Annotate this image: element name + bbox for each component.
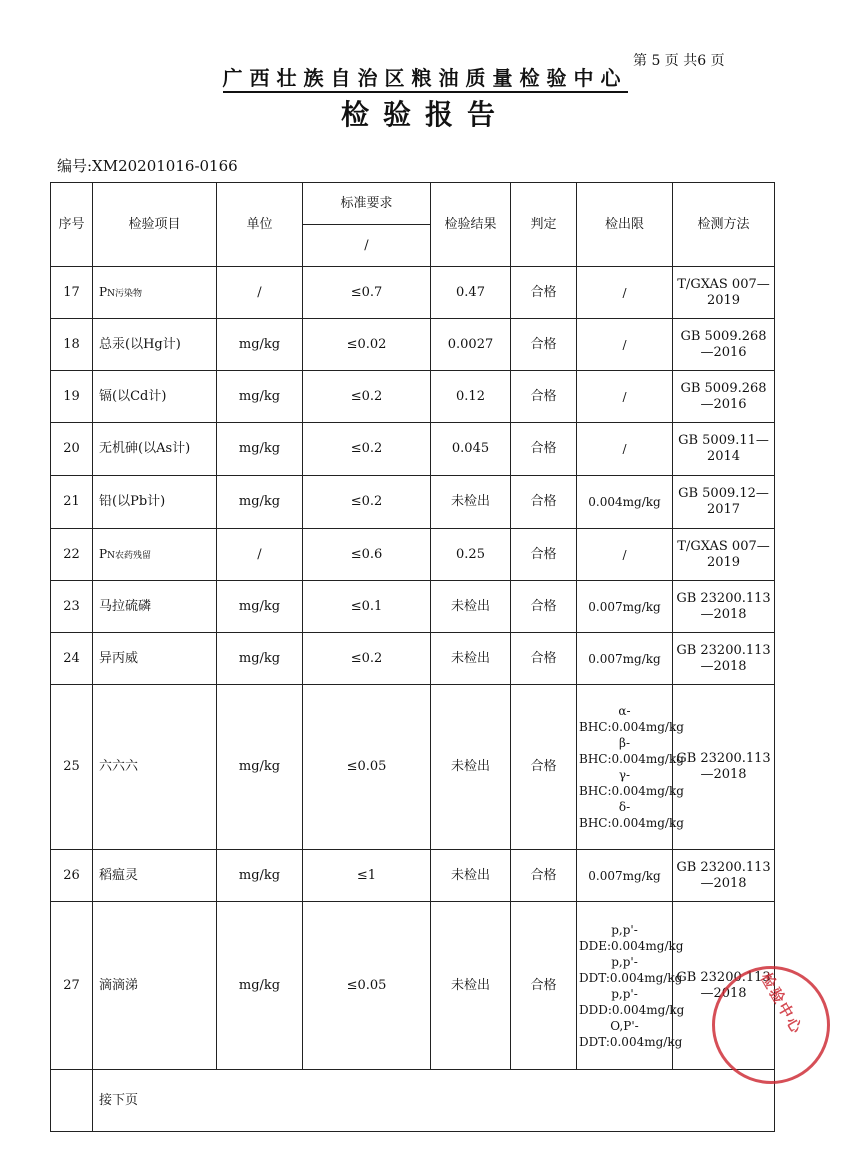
- cell-seq: 23: [51, 581, 93, 633]
- table-row: [51, 685, 775, 850]
- cell-seq: 20: [51, 423, 93, 476]
- organization-name-text: 广西壮族自治区粮油质量检验中心: [223, 66, 628, 93]
- footer-blank-cell: [51, 1070, 93, 1132]
- cell-standard: ≤0.7: [303, 267, 431, 319]
- cell-result: 0.47: [431, 267, 511, 319]
- cell-method: GB 5009.12—2017: [673, 476, 775, 529]
- cell-limit: /: [577, 529, 673, 581]
- cell-judgement: 合格: [511, 685, 577, 850]
- cell-unit: /: [217, 529, 303, 581]
- table-row: [51, 476, 775, 529]
- cell-unit: mg/kg: [217, 319, 303, 371]
- header-seq: 序号: [51, 183, 93, 267]
- cell-method: GB 23200.113—2018: [673, 581, 775, 633]
- cell-judgement: 合格: [511, 476, 577, 529]
- table-row: [51, 902, 775, 1070]
- cell-judgement: 合格: [511, 850, 577, 902]
- cell-limit: 0.007mg/kg: [577, 850, 673, 902]
- cell-result: 未检出: [431, 633, 511, 685]
- cell-item: 马拉硫磷: [93, 581, 217, 633]
- table-footer-row: [51, 1070, 775, 1132]
- header-standard-sub: /: [303, 225, 431, 267]
- header-unit: 单位: [217, 183, 303, 267]
- cell-item: [93, 267, 217, 319]
- cell-method: GB 5009.268—2016: [673, 371, 775, 423]
- item-subscript: N农药残留: [107, 550, 151, 561]
- cell-standard: ≤1: [303, 850, 431, 902]
- cell-item: 镉(以Cd计): [93, 371, 217, 423]
- cell-limit: /: [577, 267, 673, 319]
- limit-line: DDT:0.004mg/kg: [579, 1034, 683, 1049]
- limit-line: β-: [619, 736, 630, 750]
- cell-limit: 0.007mg/kg: [577, 581, 673, 633]
- limit-line: DDD:0.004mg/kg: [579, 1002, 685, 1017]
- cell-unit: mg/kg: [217, 371, 303, 423]
- cell-judgement: 合格: [511, 581, 577, 633]
- header-judgement: 判定: [511, 183, 577, 267]
- page-indicator: 第 5 页 共6 页: [633, 53, 725, 69]
- cell-limit: [577, 685, 684, 850]
- cell-method: GB 5009.11—2014: [673, 423, 775, 476]
- cell-item: 六六六: [93, 685, 217, 850]
- table-row: [51, 267, 775, 319]
- cell-standard: ≤0.05: [303, 902, 431, 1070]
- cell-result: 0.045: [431, 423, 511, 476]
- cell-result: 未检出: [431, 902, 511, 1070]
- table-row: [51, 319, 775, 371]
- cell-result: 未检出: [431, 850, 511, 902]
- cell-seq: 18: [51, 319, 93, 371]
- cell-standard: ≤0.2: [303, 476, 431, 529]
- cell-judgement: 合格: [511, 267, 577, 319]
- cell-method: GB 23200.113—2018: [673, 685, 775, 850]
- cell-seq: 26: [51, 850, 93, 902]
- cell-result: 未检出: [431, 685, 511, 850]
- cell-method: T/GXAS 007—2019: [673, 267, 775, 319]
- limit-line: BHC:0.004mg/kg: [579, 784, 684, 798]
- limit-line: BHC:0.004mg/kg: [579, 752, 684, 766]
- cell-judgement: 合格: [511, 529, 577, 581]
- cell-limit: /: [577, 371, 673, 423]
- limit-line: O,P'-: [610, 1018, 639, 1033]
- cell-unit: mg/kg: [217, 476, 303, 529]
- table-row: [51, 581, 775, 633]
- cell-result: 未检出: [431, 581, 511, 633]
- cell-seq: 17: [51, 267, 93, 319]
- header-standard: 标准要求: [303, 183, 431, 225]
- table-row: [51, 423, 775, 476]
- cell-method: GB 23200.113—2018: [673, 633, 775, 685]
- cell-result: 0.25: [431, 529, 511, 581]
- cell-seq: 24: [51, 633, 93, 685]
- stamp-text: 检验中心: [756, 969, 807, 1038]
- report-number: 编号:XM20201016-0166: [57, 157, 238, 175]
- limit-line: p,p'-: [611, 954, 638, 969]
- limit-line: p,p'-: [611, 922, 638, 937]
- cell-limit: /: [577, 319, 673, 371]
- cell-unit: mg/kg: [217, 685, 303, 850]
- cell-seq: 19: [51, 371, 93, 423]
- limit-line: BHC:0.004mg/kg: [579, 816, 684, 830]
- cell-standard: ≤0.6: [303, 529, 431, 581]
- cell-unit: mg/kg: [217, 423, 303, 476]
- limit-line: DDE:0.004mg/kg: [579, 938, 684, 953]
- cell-standard: ≤0.02: [303, 319, 431, 371]
- report-title: 检验报告: [340, 98, 509, 131]
- cell-seq: 22: [51, 529, 93, 581]
- header-result: 检验结果: [431, 183, 511, 267]
- cell-unit: mg/kg: [217, 902, 303, 1070]
- cell-item: 铅(以Pb计): [93, 476, 217, 529]
- table-header-row: [51, 183, 775, 225]
- table-row: [51, 371, 775, 423]
- cell-seq: 25: [51, 685, 93, 850]
- cell-item: 滴滴涕: [93, 902, 217, 1070]
- cell-method: GB 23200.113—2018: [673, 902, 775, 1070]
- header-method: 检测方法: [673, 183, 775, 267]
- cell-result: 0.0027: [431, 319, 511, 371]
- item-subscript: N污染物: [107, 288, 142, 299]
- organization-name: [0, 62, 850, 91]
- cell-judgement: 合格: [511, 371, 577, 423]
- limit-line: δ-: [618, 800, 631, 814]
- cell-method: T/GXAS 007—2019: [673, 529, 775, 581]
- table-row: [51, 850, 775, 902]
- limit-line: BHC:0.004mg/kg: [579, 720, 684, 734]
- limit-line: γ-: [618, 768, 631, 782]
- limit-line: DDT:0.004mg/kg: [579, 970, 683, 985]
- cell-item: 异丙威: [93, 633, 217, 685]
- cell-item: 稻瘟灵: [93, 850, 217, 902]
- table-row: [51, 529, 775, 581]
- cell-result: 0.12: [431, 371, 511, 423]
- cell-limit: /: [577, 423, 673, 476]
- cell-standard: ≤0.2: [303, 423, 431, 476]
- cell-method: GB 23200.113—2018: [673, 850, 775, 902]
- cell-standard: ≤0.2: [303, 633, 431, 685]
- cell-seq: 27: [51, 902, 93, 1070]
- table-body: [51, 183, 775, 1132]
- cell-result: 未检出: [431, 476, 511, 529]
- cell-judgement: 合格: [511, 633, 577, 685]
- continued-next-page: 接下页: [93, 1070, 775, 1132]
- cell-unit: mg/kg: [217, 633, 303, 685]
- item-p-symbol: P: [99, 284, 108, 299]
- header-limit: 检出限: [577, 183, 673, 267]
- cell-unit: mg/kg: [217, 850, 303, 902]
- inspection-table: [50, 182, 775, 1132]
- limit-line: p,p'-: [611, 986, 638, 1001]
- cell-limit: [577, 902, 685, 1070]
- table-row: [51, 633, 775, 685]
- cell-unit: mg/kg: [217, 581, 303, 633]
- cell-judgement: 合格: [511, 902, 577, 1070]
- cell-standard: ≤0.1: [303, 581, 431, 633]
- cell-seq: 21: [51, 476, 93, 529]
- cell-limit: 0.007mg/kg: [577, 633, 673, 685]
- cell-limit: 0.004mg/kg: [577, 476, 673, 529]
- cell-item: 无机砷(以As计): [93, 423, 217, 476]
- limit-line: α-: [618, 704, 631, 718]
- cell-standard: ≤0.05: [303, 685, 431, 850]
- cell-method: GB 5009.268—2016: [673, 319, 775, 371]
- cell-judgement: 合格: [511, 423, 577, 476]
- item-p-symbol: P: [99, 546, 108, 561]
- cell-unit: /: [217, 267, 303, 319]
- cell-item: 总汞(以Hg计): [93, 319, 217, 371]
- cell-standard: ≤0.2: [303, 371, 431, 423]
- cell-item: [93, 529, 217, 581]
- cell-judgement: 合格: [511, 319, 577, 371]
- header-item: 检验项目: [93, 183, 217, 267]
